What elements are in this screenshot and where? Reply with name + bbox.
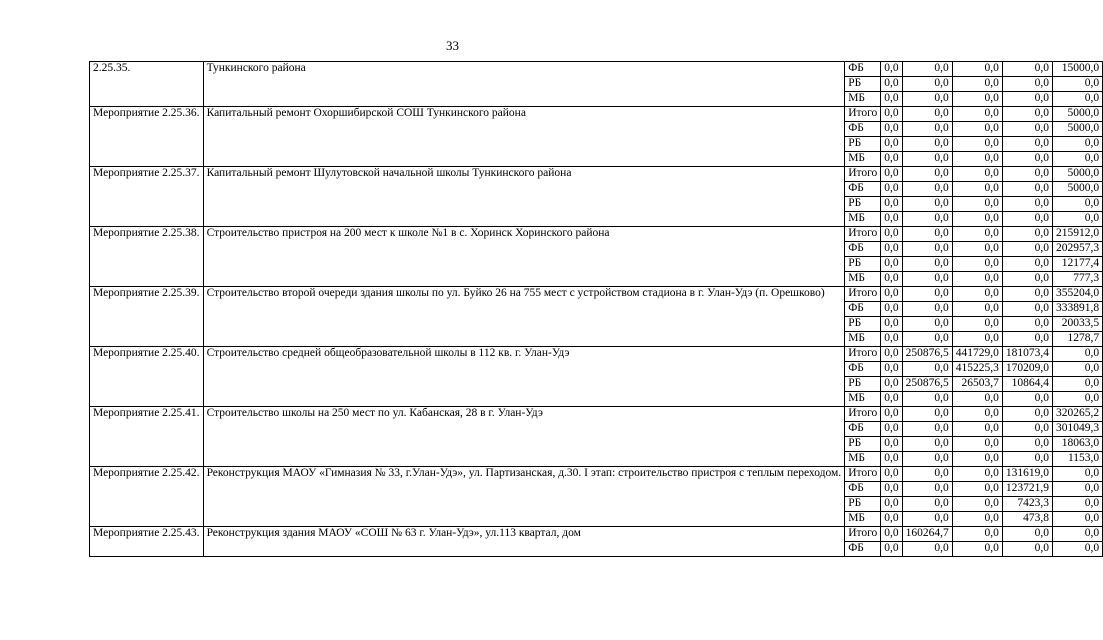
amount-cell: 0,0 — [902, 77, 952, 92]
amount-cell: 0,0 — [902, 497, 952, 512]
amount-cell: 12177,4 — [1053, 257, 1103, 272]
funding-source: МБ — [845, 332, 881, 347]
amount-cell: 301049,3 — [1053, 422, 1103, 437]
amount-cell: 0,0 — [902, 392, 952, 407]
amount-cell: 0,0 — [952, 182, 1002, 197]
amount-cell: 131619,0 — [1002, 467, 1052, 482]
amount-cell: 0,0 — [902, 287, 952, 302]
amount-cell: 0,0 — [902, 272, 952, 287]
funding-source: ФБ — [845, 422, 881, 437]
amount-cell: 0,0 — [881, 137, 902, 152]
funding-source: РБ — [845, 317, 881, 332]
amount-cell: 0,0 — [1053, 77, 1103, 92]
amount-cell: 1153,0 — [1053, 452, 1103, 467]
amount-cell: 0,0 — [952, 197, 1002, 212]
funding-source: Итого — [845, 407, 881, 422]
amount-cell: 0,0 — [952, 137, 1002, 152]
measure-description: Капитальный ремонт Охоршибирской СОШ Тункинского района — [203, 107, 845, 167]
amount-cell: 0,0 — [881, 182, 902, 197]
page-number: 33 — [446, 38, 459, 53]
amount-cell: 0,0 — [902, 182, 952, 197]
amount-cell: 0,0 — [1053, 497, 1103, 512]
amount-cell: 0,0 — [952, 467, 1002, 482]
table-row — [90, 107, 1103, 122]
amount-cell: 0,0 — [881, 302, 902, 317]
amount-cell: 0,0 — [902, 152, 952, 167]
amount-cell: 10864,4 — [1002, 377, 1052, 392]
amount-cell: 0,0 — [1053, 377, 1103, 392]
funding-source: Итого — [845, 107, 881, 122]
amount-cell: 123721,9 — [1002, 482, 1052, 497]
amount-cell: 0,0 — [902, 107, 952, 122]
amount-cell: 0,0 — [1002, 437, 1052, 452]
amount-cell: 0,0 — [1002, 77, 1052, 92]
amount-cell: 0,0 — [952, 302, 1002, 317]
amount-cell: 0,0 — [1002, 332, 1052, 347]
amount-cell: 0,0 — [1002, 197, 1052, 212]
table-row — [90, 62, 1103, 77]
amount-cell: 0,0 — [1002, 287, 1052, 302]
amount-cell: 0,0 — [881, 467, 902, 482]
amount-cell: 250876,5 — [902, 377, 952, 392]
amount-cell: 5000,0 — [1053, 167, 1103, 182]
funding-source: МБ — [845, 512, 881, 527]
amount-cell: 0,0 — [1002, 212, 1052, 227]
measure-code: 2.25.35. — [90, 62, 204, 107]
amount-cell: 0,0 — [902, 467, 952, 482]
amount-cell: 0,0 — [1002, 392, 1052, 407]
amount-cell: 0,0 — [952, 122, 1002, 137]
amount-cell: 320265,2 — [1053, 407, 1103, 422]
funding-source: РБ — [845, 437, 881, 452]
amount-cell: 215912,0 — [1053, 227, 1103, 242]
amount-cell: 0,0 — [881, 77, 902, 92]
amount-cell: 0,0 — [1053, 467, 1103, 482]
amount-cell: 5000,0 — [1053, 122, 1103, 137]
funding-source: Итого — [845, 287, 881, 302]
amount-cell: 0,0 — [1053, 197, 1103, 212]
funding-source: МБ — [845, 92, 881, 107]
amount-cell: 0,0 — [881, 152, 902, 167]
amount-cell: 0,0 — [952, 452, 1002, 467]
amount-cell: 0,0 — [952, 482, 1002, 497]
measure-code: Мероприятие 2.25.36. — [90, 107, 204, 167]
amount-cell: 250876,5 — [902, 347, 952, 362]
amount-cell: 0,0 — [1002, 452, 1052, 467]
funding-source: Итого — [845, 227, 881, 242]
amount-cell: 170209,0 — [1002, 362, 1052, 377]
amount-cell: 415225,3 — [952, 362, 1002, 377]
measure-description: Строительство второй очереди здания школы по ул. Буйко 26 на 755 мест с устройством стадиона в г. Улан-Удэ (п. Орешково) — [203, 287, 845, 347]
funding-source: РБ — [845, 137, 881, 152]
amount-cell: 0,0 — [1002, 167, 1052, 182]
amount-cell: 0,0 — [1002, 317, 1052, 332]
amount-cell: 0,0 — [1002, 422, 1052, 437]
amount-cell: 0,0 — [902, 167, 952, 182]
amount-cell: 0,0 — [952, 107, 1002, 122]
amount-cell: 0,0 — [1053, 527, 1103, 542]
amount-cell: 0,0 — [902, 197, 952, 212]
amount-cell: 0,0 — [952, 437, 1002, 452]
amount-cell: 0,0 — [881, 167, 902, 182]
amount-cell: 0,0 — [952, 242, 1002, 257]
amount-cell: 0,0 — [881, 437, 902, 452]
amount-cell: 160264,7 — [902, 527, 952, 542]
amount-cell: 0,0 — [1002, 542, 1052, 557]
amount-cell: 0,0 — [1002, 152, 1052, 167]
funding-source: ФБ — [845, 302, 881, 317]
measure-description: Строительство средней общеобразовательной школы в 112 кв. г. Улан-Удэ — [203, 347, 845, 407]
funding-source: МБ — [845, 212, 881, 227]
measure-code: Мероприятие 2.25.40. — [90, 347, 204, 407]
amount-cell: 0,0 — [902, 242, 952, 257]
funding-source: МБ — [845, 392, 881, 407]
measure-code: Мероприятие 2.25.38. — [90, 227, 204, 287]
amount-cell: 0,0 — [1053, 212, 1103, 227]
table-row — [90, 287, 1103, 302]
funding-source: РБ — [845, 257, 881, 272]
amount-cell: 0,0 — [1002, 257, 1052, 272]
measure-code: Мероприятие 2.25.37. — [90, 167, 204, 227]
amount-cell: 0,0 — [952, 407, 1002, 422]
amount-cell: 0,0 — [952, 527, 1002, 542]
measure-description: Капитальный ремонт Шулутовской начальной школы Тункинского района — [203, 167, 845, 227]
table-row — [90, 347, 1103, 362]
funding-source: ФБ — [845, 482, 881, 497]
amount-cell: 5000,0 — [1053, 107, 1103, 122]
measure-description: Строительство пристроя на 200 мест к школе №1 в с. Хоринск Хоринского района — [203, 227, 845, 287]
funding-source: ФБ — [845, 122, 881, 137]
amount-cell: 0,0 — [902, 122, 952, 137]
amount-cell: 0,0 — [902, 542, 952, 557]
funding-source: ФБ — [845, 62, 881, 77]
amount-cell: 0,0 — [881, 422, 902, 437]
amount-cell: 0,0 — [952, 317, 1002, 332]
amount-cell: 0,0 — [881, 242, 902, 257]
amount-cell: 0,0 — [881, 452, 902, 467]
amount-cell: 0,0 — [952, 512, 1002, 527]
amount-cell: 0,0 — [902, 227, 952, 242]
amount-cell: 0,0 — [952, 392, 1002, 407]
funding-source: МБ — [845, 152, 881, 167]
amount-cell: 0,0 — [881, 542, 902, 557]
amount-cell: 0,0 — [1002, 92, 1052, 107]
amount-cell: 0,0 — [1053, 362, 1103, 377]
amount-cell: 0,0 — [952, 227, 1002, 242]
amount-cell: 1278,7 — [1053, 332, 1103, 347]
amount-cell: 0,0 — [952, 212, 1002, 227]
amount-cell: 0,0 — [902, 212, 952, 227]
amount-cell: 0,0 — [881, 272, 902, 287]
measure-code: Мероприятие 2.25.43. — [90, 527, 204, 557]
amount-cell: 0,0 — [1053, 347, 1103, 362]
funding-source: ФБ — [845, 182, 881, 197]
amount-cell: 0,0 — [881, 482, 902, 497]
amount-cell: 0,0 — [902, 302, 952, 317]
funding-source: ФБ — [845, 362, 881, 377]
amount-cell: 0,0 — [881, 257, 902, 272]
amount-cell: 0,0 — [902, 512, 952, 527]
amount-cell: 0,0 — [881, 92, 902, 107]
amount-cell: 0,0 — [902, 452, 952, 467]
amount-cell: 0,0 — [902, 137, 952, 152]
amount-cell: 0,0 — [902, 92, 952, 107]
amount-cell: 0,0 — [881, 107, 902, 122]
table-row — [90, 167, 1103, 182]
amount-cell: 0,0 — [881, 287, 902, 302]
amount-cell: 0,0 — [1053, 392, 1103, 407]
amount-cell: 0,0 — [1053, 542, 1103, 557]
amount-cell: 0,0 — [1002, 122, 1052, 137]
amount-cell: 0,0 — [1053, 152, 1103, 167]
amount-cell: 0,0 — [1002, 527, 1052, 542]
amount-cell: 0,0 — [1053, 512, 1103, 527]
measure-code: Мероприятие 2.25.42. — [90, 467, 204, 527]
amount-cell: 0,0 — [881, 122, 902, 137]
amount-cell: 0,0 — [1002, 272, 1052, 287]
amount-cell: 202957,3 — [1053, 242, 1103, 257]
amount-cell: 0,0 — [952, 167, 1002, 182]
amount-cell: 0,0 — [902, 257, 952, 272]
funding-source: Итого — [845, 527, 881, 542]
funding-source: Итого — [845, 167, 881, 182]
amount-cell: 0,0 — [952, 272, 1002, 287]
amount-cell: 18063,0 — [1053, 437, 1103, 452]
amount-cell: 0,0 — [881, 362, 902, 377]
amount-cell: 181073,4 — [1002, 347, 1052, 362]
amount-cell: 0,0 — [902, 332, 952, 347]
amount-cell: 0,0 — [952, 422, 1002, 437]
measure-code: Мероприятие 2.25.39. — [90, 287, 204, 347]
amount-cell: 0,0 — [952, 92, 1002, 107]
amount-cell: 0,0 — [952, 62, 1002, 77]
measure-description: Тункинского района — [203, 62, 845, 107]
amount-cell: 0,0 — [1053, 92, 1103, 107]
amount-cell: 0,0 — [881, 62, 902, 77]
amount-cell: 0,0 — [1053, 482, 1103, 497]
amount-cell: 0,0 — [881, 512, 902, 527]
funding-source: РБ — [845, 377, 881, 392]
amount-cell: 0,0 — [952, 497, 1002, 512]
amount-cell: 0,0 — [902, 482, 952, 497]
funding-source: Итого — [845, 467, 881, 482]
funding-source: РБ — [845, 77, 881, 92]
measure-description: Реконструкция здания МАОУ «СОШ № 63 г. Улан-Удэ», ул.113 квартал, дом — [203, 527, 845, 557]
amount-cell: 0,0 — [881, 347, 902, 362]
amount-cell: 473,8 — [1002, 512, 1052, 527]
amount-cell: 0,0 — [1002, 62, 1052, 77]
amount-cell: 0,0 — [881, 392, 902, 407]
amount-cell: 0,0 — [1002, 242, 1052, 257]
amount-cell: 333891,8 — [1053, 302, 1103, 317]
funding-source: Итого — [845, 347, 881, 362]
measure-description: Реконструкция МАОУ «Гимназия № 33, г.Улан-Удэ», ул. Партизанская, д.30. I этап: строительство пристроя с теплым переходом. — [203, 467, 845, 527]
amount-cell: 0,0 — [881, 527, 902, 542]
amount-cell: 0,0 — [881, 377, 902, 392]
table-row — [90, 467, 1103, 482]
table-row — [90, 227, 1103, 242]
amount-cell: 0,0 — [902, 437, 952, 452]
amount-cell: 0,0 — [1002, 137, 1052, 152]
amount-cell: 26503,7 — [952, 377, 1002, 392]
amount-cell: 0,0 — [881, 227, 902, 242]
funding-source: МБ — [845, 452, 881, 467]
amount-cell: 355204,0 — [1053, 287, 1103, 302]
budget-table — [89, 61, 1103, 557]
amount-cell: 0,0 — [952, 152, 1002, 167]
amount-cell: 5000,0 — [1053, 182, 1103, 197]
amount-cell: 0,0 — [952, 257, 1002, 272]
amount-cell: 15000,0 — [1053, 62, 1103, 77]
amount-cell: 0,0 — [1053, 137, 1103, 152]
table-row — [90, 527, 1103, 542]
amount-cell: 0,0 — [952, 287, 1002, 302]
measure-description: Строительство школы на 250 мест по ул. Кабанская, 28 в г. Улан-Удэ — [203, 407, 845, 467]
table-row — [90, 407, 1103, 422]
amount-cell: 0,0 — [881, 497, 902, 512]
amount-cell: 0,0 — [902, 407, 952, 422]
amount-cell: 0,0 — [881, 197, 902, 212]
amount-cell: 0,0 — [1002, 302, 1052, 317]
amount-cell: 0,0 — [902, 362, 952, 377]
amount-cell: 0,0 — [881, 332, 902, 347]
funding-source: МБ — [845, 272, 881, 287]
funding-source: РБ — [845, 197, 881, 212]
amount-cell: 0,0 — [952, 332, 1002, 347]
amount-cell: 0,0 — [1002, 107, 1052, 122]
funding-source: ФБ — [845, 242, 881, 257]
amount-cell: 0,0 — [1002, 182, 1052, 197]
amount-cell: 0,0 — [952, 542, 1002, 557]
amount-cell: 0,0 — [952, 77, 1002, 92]
amount-cell: 0,0 — [902, 317, 952, 332]
amount-cell: 0,0 — [1002, 407, 1052, 422]
amount-cell: 0,0 — [881, 317, 902, 332]
amount-cell: 0,0 — [881, 212, 902, 227]
amount-cell: 20033,5 — [1053, 317, 1103, 332]
measure-code: Мероприятие 2.25.41. — [90, 407, 204, 467]
funding-source: РБ — [845, 497, 881, 512]
amount-cell: 0,0 — [881, 407, 902, 422]
amount-cell: 7423,3 — [1002, 497, 1052, 512]
amount-cell: 0,0 — [1002, 227, 1052, 242]
amount-cell: 0,0 — [902, 62, 952, 77]
amount-cell: 441729,0 — [952, 347, 1002, 362]
amount-cell: 777,3 — [1053, 272, 1103, 287]
amount-cell: 0,0 — [902, 422, 952, 437]
funding-source: ФБ — [845, 542, 881, 557]
